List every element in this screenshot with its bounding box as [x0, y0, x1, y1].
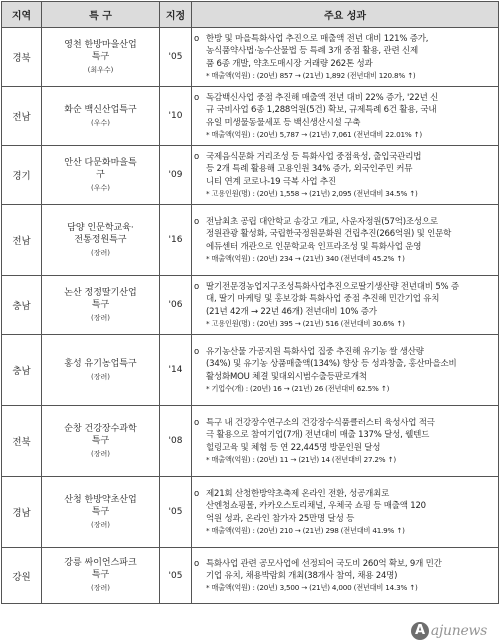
- table-row: [2, 548, 499, 604]
- special-zone-cell: [42, 548, 160, 604]
- bullet-marker: o: [194, 217, 200, 228]
- award-grade: (최우수): [87, 65, 114, 74]
- region-cell: 경남: [2, 477, 42, 548]
- results-block: [192, 216, 498, 264]
- result-stat: * 매출액(억원) : (20년) 11 → (21년) 14 (전년대비 27.2% ↑): [206, 454, 396, 464]
- results-text: [206, 417, 498, 465]
- special-zone-cell: [42, 205, 160, 276]
- results-cell: [192, 406, 499, 477]
- table-row: [2, 406, 499, 477]
- result-line: 정원관광 활성화, 국립한국정원문화원 건립추진(266억원) 및 인문학: [206, 229, 452, 240]
- results-block: [192, 488, 498, 536]
- result-stat: * 매출액(억원) : (20년) 5,787 → (21년) 7,061 (전년대비 22.01% ↑): [206, 129, 422, 139]
- watermark-text: ajunews: [430, 623, 487, 639]
- bullet-marker: o: [194, 418, 200, 429]
- result-line: 억원 성과, 온라인 참가자 25만명 달성 등: [206, 513, 355, 524]
- special-zone-name-line: 구: [96, 169, 105, 180]
- header-results: 주요 성과: [192, 2, 499, 28]
- special-zone-name-line: 담양 인문학교육·: [67, 222, 134, 233]
- result-stat: * 매출액(억원) : (20년) 857 → (21년) 1,892 (전년대비 120.8% ↑): [206, 70, 416, 80]
- result-line: (21년 42개 → 22년 46개) 전년대비 10% 증가: [206, 306, 377, 317]
- results-text: [206, 281, 498, 329]
- award-grade: (장려): [91, 584, 110, 592]
- special-zone-name-line: 산청 한방약초산업: [64, 494, 137, 505]
- special-zone-name-line: 홍성 유기농업특구: [64, 358, 137, 369]
- special-zone-name-line: 특구: [91, 299, 110, 310]
- results-block: [192, 417, 498, 465]
- designated-year-cell: '05: [160, 28, 192, 87]
- special-zone-name-line: 안산 다문화마을특: [64, 157, 137, 168]
- result-line: 딸기전문경농업지구조성특화사업추진으로딸기생산량 전년대비 5% 증: [206, 282, 459, 293]
- result-line: 니티 연계 코로나-19 극복 사업 추진: [206, 176, 336, 187]
- watermark-logo-icon: A: [411, 622, 429, 640]
- result-stat: * 기업수(개) : (20년) 16 → (21년) 26 (전년대비 62.5% ↑): [206, 383, 390, 393]
- result-line: 한방 및 마을특화사업 추진으로 매출액 전년 대비 121% 증가,: [206, 34, 429, 45]
- result-stat: * 매출액(억원) : (20년) 210 → (21년) 298 (전년대비 41.9% ↑): [206, 525, 405, 535]
- results-block: [192, 558, 498, 593]
- award-grade: (장려): [91, 248, 110, 257]
- bullet-marker: o: [194, 489, 200, 500]
- bullet-marker: o: [194, 282, 200, 293]
- result-line: 특구 내 건강장수연구소의 건강장수식품클러스터 육성사업 적극: [206, 418, 435, 429]
- results-text: [206, 558, 498, 593]
- bullet-marker: o: [194, 34, 200, 45]
- table-row: [2, 146, 499, 205]
- designated-year-cell: '09: [160, 146, 192, 205]
- results-block: [192, 33, 498, 81]
- special-zone-name-line: 특구: [91, 570, 110, 580]
- result-line: 에듀센터 개관으로 인문학교육 인프라조성 및 특화사업 운영: [206, 241, 422, 252]
- region-cell: 충남: [2, 276, 42, 335]
- special-zone-results-table: [1, 1, 499, 604]
- results-cell: [192, 87, 499, 146]
- table-row: [2, 87, 499, 146]
- result-line: 대, 딸기 마케팅 및 홍보강화 특화사업 중점 추진해 민간기업 유치: [206, 294, 440, 305]
- result-line: (34%) 및 유기농 상품매출액(134%) 향상 등 성과창출, 홍산마을소비: [206, 359, 457, 370]
- results-cell: [192, 335, 499, 406]
- table-row: [2, 276, 499, 335]
- award-grade: (장려): [91, 449, 110, 458]
- award-grade: (우수): [91, 183, 110, 192]
- result-line: 극 활용으로 참여기업(7개) 전년대비 매출 137% 달성, 웰텐드: [206, 430, 430, 441]
- result-line: 산엔청쇼핑몰, 카카오스토리채널, 우체국 쇼핑 등 매출액 120: [206, 501, 426, 512]
- region-cell: 전남: [2, 205, 42, 276]
- special-zone-name-line: 영천 한방마을산업: [64, 39, 137, 50]
- result-line: 유일 미생물동물세포 등 백신생산시설 구축: [206, 117, 361, 128]
- results-text: [206, 92, 498, 140]
- designated-year-cell: '05: [160, 477, 192, 548]
- result-line: 유기농산물 가공지원 특화사업 집중 추진해 유기농 쌀 생산량: [206, 347, 424, 358]
- special-zone-name-line: 특구: [91, 435, 110, 446]
- special-zone-name-line: 화순 백신산업특구: [64, 104, 137, 115]
- result-stat: * 매출액(억원) : (20년) 3,500 → (21년) 4,000 (전년대비 14.3% ↑): [206, 583, 418, 593]
- special-zone-name-line: 강릉 싸이언스파크: [64, 558, 137, 568]
- results-block: [192, 151, 498, 199]
- designated-year-cell: '10: [160, 87, 192, 146]
- header-special-zone: 특 구: [42, 2, 160, 28]
- table-row: [2, 28, 499, 87]
- result-stat: * 매출액(억원) : (20년) 234 → (21년) 340 (전년대비 45.2% ↑): [206, 253, 405, 263]
- special-zone-cell: [42, 335, 160, 406]
- special-zone-cell: [42, 406, 160, 477]
- header-region: 지역: [2, 2, 42, 28]
- result-line: 힐링고육 및 체험 등 연 22,445명 방문인원 달성: [206, 442, 381, 453]
- results-text: [206, 216, 498, 264]
- bullet-marker: o: [194, 558, 200, 569]
- region-cell: 강원: [2, 548, 42, 604]
- results-block: [192, 346, 498, 394]
- result-stat: * 고용인원(명) : (20년) 1,558 → (21년) 2,095 (전년대비 34.5% ↑): [206, 188, 418, 198]
- designated-year-cell: '14: [160, 335, 192, 406]
- table-row: [2, 335, 499, 406]
- result-line: 제21회 산청한방약초축제 온라인 전환, 성공개최로: [206, 489, 390, 500]
- special-zone-name-line: 특구: [91, 506, 110, 517]
- region-cell: 경기: [2, 146, 42, 205]
- award-grade: (우수): [91, 118, 110, 127]
- special-zone-cell: [42, 477, 160, 548]
- bullet-marker: o: [194, 152, 200, 163]
- special-zone-cell: [42, 87, 160, 146]
- special-zone-name-line: 논산 정정딸기산업: [64, 287, 137, 298]
- result-line: 농식품약사법·농수산물법 등 특례 3개 중점 활용, 관련 신제: [206, 46, 418, 57]
- award-grade: (장려): [91, 372, 110, 381]
- region-cell: 경북: [2, 28, 42, 87]
- result-line: 전남최초 공립 대안학교 송강고 개교, 사운자정원(57억)조성으로: [206, 217, 438, 228]
- results-cell: [192, 146, 499, 205]
- results-block: [192, 281, 498, 329]
- bullet-marker: o: [194, 347, 200, 358]
- designated-year-cell: '08: [160, 406, 192, 477]
- result-line: 독감백신사업 중점 추진해 매출액 전년 대비 22% 증가, '22년 신: [206, 93, 439, 104]
- results-cell: [192, 276, 499, 335]
- table-header-row: [2, 2, 499, 28]
- results-cell: [192, 28, 499, 87]
- result-line: 품 6종 개발, 약초도매시장 거래량 262톤 성과: [206, 58, 373, 69]
- news-watermark: [411, 622, 487, 640]
- result-line: 활성화MOU 체결 및대외시범수출등판로개척: [206, 371, 367, 382]
- bullet-marker: o: [194, 93, 200, 104]
- table-row: [2, 205, 499, 276]
- special-zone-cell: [42, 28, 160, 87]
- designated-year-cell: '16: [160, 205, 192, 276]
- header-designated: 지정: [160, 2, 192, 28]
- results-cell: [192, 548, 499, 604]
- special-zone-cell: [42, 276, 160, 335]
- result-line: 국제음식문화 거리조성 등 특화사업 중점육성, 출입국관리법: [206, 152, 422, 163]
- designated-year-cell: '05: [160, 548, 192, 604]
- result-line: 기업 유치, 채용박람회 개최(38개사 참여, 채용 24명): [206, 571, 398, 581]
- region-cell: 전남: [2, 87, 42, 146]
- result-line: 특화사업 관련 공모사업에 선정되어 국도비 260억 확보, 9개 민간: [206, 558, 442, 569]
- special-zone-cell: [42, 146, 160, 205]
- results-text: [206, 33, 498, 81]
- result-stat: * 고용인원(명) : (20년) 395 → (21년) 516 (전년대비 30.6% ↑): [206, 318, 405, 328]
- results-text: [206, 346, 498, 394]
- table-row: [2, 477, 499, 548]
- region-cell: 전북: [2, 406, 42, 477]
- results-cell: [192, 205, 499, 276]
- results-cell: [192, 477, 499, 548]
- designated-year-cell: '06: [160, 276, 192, 335]
- special-zone-name-line: 전통정원특구: [74, 234, 127, 245]
- results-block: [192, 92, 498, 140]
- result-line: 등 2개 특례 활용해 고용인원 34% 증가, 외국인주민 커뮤: [206, 164, 413, 175]
- results-text: [206, 488, 498, 536]
- special-zone-name-line: 특구: [91, 51, 110, 62]
- special-zone-name-line: 순창 건강장수과학: [64, 423, 137, 434]
- result-line: 규 국비사업 6종 1,288억원(5건) 확보, 규제특례 6건 활용, 국내: [206, 105, 437, 116]
- award-grade: (장려): [91, 520, 110, 529]
- results-text: [206, 151, 498, 199]
- award-grade: (장려): [91, 313, 110, 322]
- region-cell: 충남: [2, 335, 42, 406]
